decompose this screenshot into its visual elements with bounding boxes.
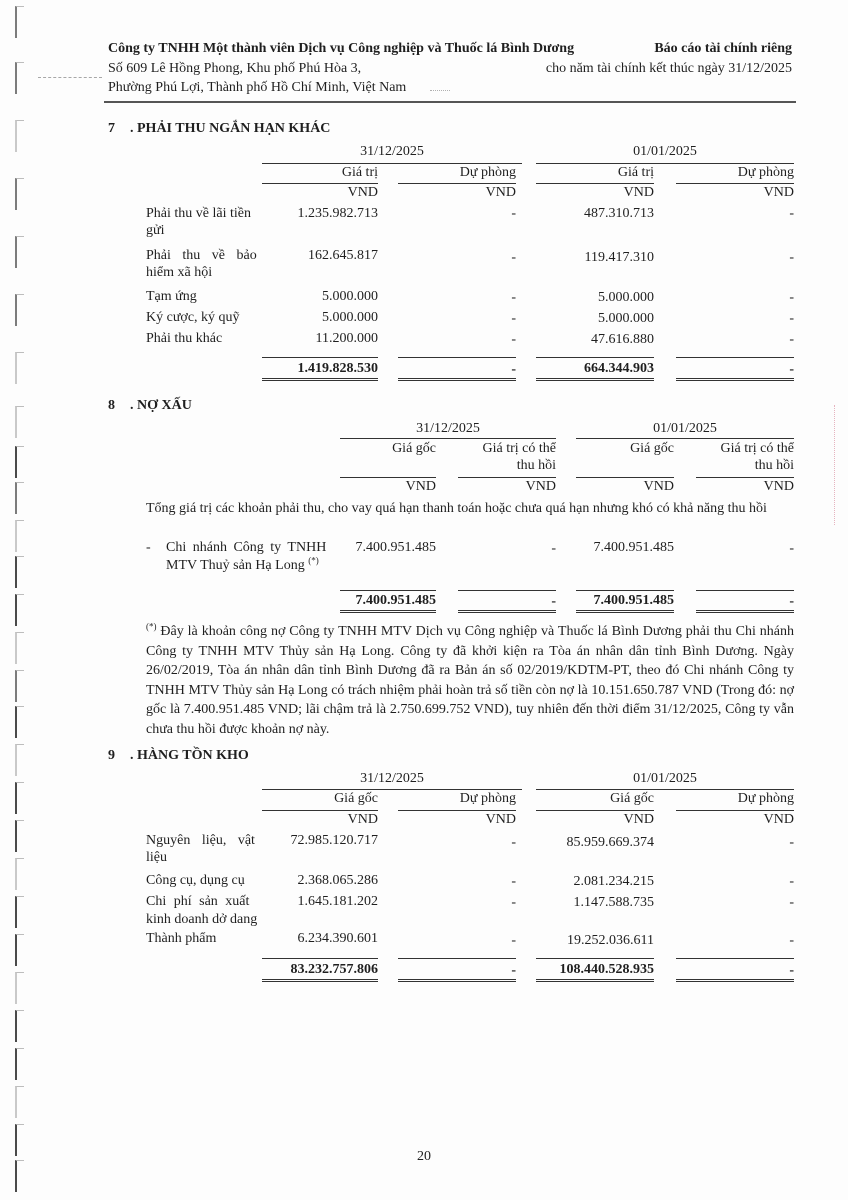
row-label: Chi nhánh Công ty TNHH <box>166 540 327 555</box>
scan-artifact <box>430 90 450 91</box>
col-header-cost: Giá gốc <box>630 441 674 456</box>
row-label: Nguyên liệu, vật <box>146 833 255 848</box>
section-title: . HÀNG TỒN KHO <box>130 748 249 763</box>
currency-label: VND <box>347 812 378 827</box>
cell-value: 11.200.000 <box>315 331 378 346</box>
address-line-1: Số 609 Lê Hồng Phong, Khu phố Phú Hòa 3, <box>108 61 362 76</box>
col-header-recoverable-cont: thu hồi <box>754 458 794 473</box>
total-provision: - <box>789 362 794 377</box>
section-title: . NỢ XẤU <box>130 398 192 413</box>
cell-provision: - <box>511 311 516 326</box>
cell-value: 5.000.000 <box>598 290 654 305</box>
cell-provision: - <box>511 290 516 305</box>
currency-label: VND <box>763 185 794 200</box>
col-header-provision: Dự phòng <box>737 165 794 180</box>
footnote-mark: (*) <box>146 621 157 632</box>
cell-provision: - <box>511 895 516 910</box>
address-line-2: Phường Phú Lợi, Thành phố Hồ Chí Minh, Việt Nam <box>108 80 407 95</box>
cell-provision: - <box>789 895 794 910</box>
currency-label: VND <box>485 812 516 827</box>
currency-label: VND <box>485 185 516 200</box>
currency-label: VND <box>643 479 674 494</box>
col-header-recoverable: Giá trị có thể <box>482 441 556 456</box>
col-header-recoverable-cont: thu hồi <box>516 458 556 473</box>
col-header-recoverable: Giá trị có thể <box>720 441 794 456</box>
cell-provision: - <box>789 933 794 948</box>
section-number: 9 <box>108 748 115 763</box>
cell-provision: - <box>789 332 794 347</box>
cell-cost: 2.081.234.215 <box>573 874 654 889</box>
scan-artifact <box>834 405 840 525</box>
row-label: Thành phẩm <box>146 931 217 946</box>
row-label: Công cụ, dụng cụ <box>146 873 245 888</box>
row-label: Ký cược, ký quỹ <box>146 310 240 325</box>
row-label-cont: liệu <box>146 850 167 865</box>
period-header-1: 31/12/2025 <box>416 421 480 436</box>
currency-label: VND <box>763 479 794 494</box>
total-cost: 108.440.528.935 <box>559 962 654 977</box>
period-header-1: 31/12/2025 <box>360 144 424 159</box>
report-title: Báo cáo tài chính riêng <box>654 41 792 56</box>
cell-value: 162.645.817 <box>308 248 378 263</box>
total-provision: - <box>789 963 794 978</box>
cell-value: 119.417.310 <box>584 250 654 265</box>
period-header-1: 31/12/2025 <box>360 771 424 786</box>
col-header-cost: Giá gốc <box>334 791 378 806</box>
total-value: 1.419.828.530 <box>297 361 378 376</box>
cell-provision: - <box>511 933 516 948</box>
cell-value: 5.000.000 <box>322 310 378 325</box>
row-label-cont: gửi <box>146 223 165 238</box>
currency-label: VND <box>623 812 654 827</box>
currency-label: VND <box>763 812 794 827</box>
cell-cost: 85.959.669.374 <box>566 835 654 850</box>
row-label-cont: hiểm xã hội <box>146 265 213 280</box>
cell-value: 47.616.880 <box>591 332 654 347</box>
row-label: Phải thu khác <box>146 331 223 346</box>
report-period: cho năm tài chính kết thúc ngày 31/12/2025 <box>545 61 792 76</box>
col-header-value: Giá trị <box>617 165 654 180</box>
cell-cost: 1.645.181.202 <box>297 894 378 909</box>
currency-label: VND <box>347 185 378 200</box>
cell-provision: - <box>789 206 794 221</box>
row-label: Chi phí sản xuất <box>146 894 250 909</box>
cell-provision: - <box>789 290 794 305</box>
cell-provision: - <box>511 874 516 889</box>
section-number: 8 <box>108 398 115 413</box>
header-divider <box>104 101 796 103</box>
section-title: . PHẢI THU NGẮN HẠN KHÁC <box>130 121 331 136</box>
col-header-cost: Giá gốc <box>610 791 654 806</box>
cell-provision: - <box>511 835 516 850</box>
col-header-provision: Dự phòng <box>737 791 794 806</box>
total-provision: - <box>511 362 516 377</box>
cell-recoverable: - <box>789 541 794 556</box>
cell-cost: 1.147.588.735 <box>573 895 654 910</box>
cell-provision: - <box>789 874 794 889</box>
period-header-2: 01/01/2025 <box>633 144 697 159</box>
total-cost: 7.400.951.485 <box>355 593 436 608</box>
row-label: Phải thu về bảo <box>146 248 257 263</box>
cell-cost: 2.368.065.286 <box>297 873 378 888</box>
cell-value: 1.235.982.713 <box>297 206 378 221</box>
currency-label: VND <box>623 185 654 200</box>
cell-provision: - <box>511 332 516 347</box>
cell-cost: 6.234.390.601 <box>297 931 378 946</box>
total-provision: - <box>511 963 516 978</box>
cell-provision: - <box>789 835 794 850</box>
row-label: Tạm ứng <box>146 289 197 304</box>
cell-provision: - <box>789 311 794 326</box>
total-cost: 7.400.951.485 <box>593 593 674 608</box>
currency-label: VND <box>405 479 436 494</box>
description-text: Tổng giá trị các khoản phải thu, cho vay quá hạn thanh toán hoặc chưa quá hạn nhưng khó có khả năng thu hồi <box>146 501 767 516</box>
col-header-provision: Dự phòng <box>459 165 516 180</box>
period-header-2: 01/01/2025 <box>633 771 697 786</box>
total-recoverable: - <box>551 594 556 609</box>
row-label-cont: kinh doanh dở dang <box>146 912 258 927</box>
cell-provision: - <box>511 206 516 221</box>
cell-value: 5.000.000 <box>598 311 654 326</box>
total-cost: 83.232.757.806 <box>290 962 378 977</box>
cell-value: 5.000.000 <box>322 289 378 304</box>
page-number: 20 <box>417 1149 431 1164</box>
cell-cost: 7.400.951.485 <box>355 540 436 555</box>
cell-provision: - <box>511 250 516 265</box>
cell-cost: 7.400.951.485 <box>593 540 674 555</box>
cell-cost: 19.252.036.611 <box>567 933 654 948</box>
footnote <box>146 622 794 739</box>
col-header-cost: Giá gốc <box>392 441 436 456</box>
col-header-provision: Dự phòng <box>459 791 516 806</box>
row-label-cont: MTV Thuỷ sản Hạ Long (*) <box>166 555 319 573</box>
total-recoverable: - <box>789 594 794 609</box>
period-header-2: 01/01/2025 <box>653 421 717 436</box>
col-header-value: Giá trị <box>341 165 378 180</box>
footnote-ref: (*) <box>308 555 319 566</box>
cell-recoverable: - <box>551 541 556 556</box>
total-value: 664.344.903 <box>584 361 654 376</box>
row-label: Phải thu về lãi tiền <box>146 206 251 221</box>
currency-label: VND <box>525 479 556 494</box>
section-number: 7 <box>108 121 115 136</box>
cell-provision: - <box>789 250 794 265</box>
footnote-text: Đây là khoản công nợ Công ty TNHH MTV Dịch vụ Công nghiệp và Thuốc lá Bình Dương phải thu Chi nhánh Công ty TNHH MTV Thủy sản Hạ Long. Công ty đã khởi kiện ra Tòa án nhân dân tỉnh Bình Dương. Ngày 26/02/2019, Tòa án nhân dân tỉnh Bình Dương đã ra Bản án số 02/2019/KDTM-PT, theo đó Chi nhánh Công ty TNHH MTV Thủy sản Hạ Long có trách nhiệm phải hoàn trả số tiền còn nợ là 10.151.650.787 VND (Trong đó: nợ gốc là 7.400.951.485 VND; lãi chậm trả là 2.750.699.752 VND), tuy nhiên đến thời điểm 31/12/2025, Công ty vẫn chưa thu hồi được khoản nợ này. <box>146 624 794 737</box>
row-bullet: - <box>146 540 151 555</box>
company-name: Công ty TNHH Một thành viên Dịch vụ Công nghiệp và Thuốc lá Bình Dương <box>108 41 575 56</box>
binding-marks <box>12 0 32 1200</box>
cell-value: 487.310.713 <box>584 206 654 221</box>
cell-cost: 72.985.120.717 <box>290 833 378 848</box>
scan-artifact <box>38 77 102 78</box>
